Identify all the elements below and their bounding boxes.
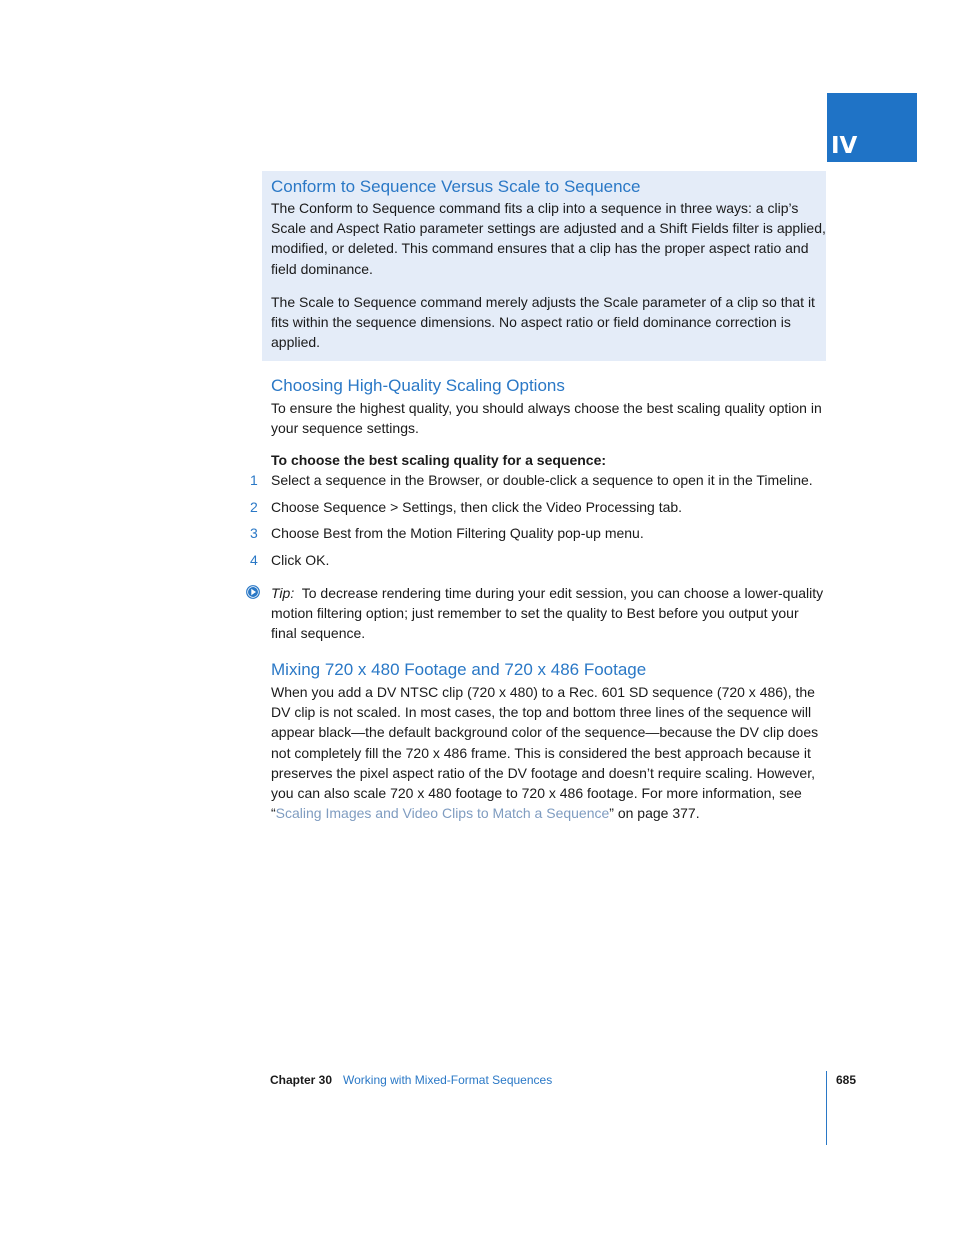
tip-paragraph — [271, 583, 826, 644]
mixing-body-suffix: ” on page 377. — [609, 805, 700, 822]
footer-chapter: Chapter 30 — [270, 1073, 333, 1087]
mixing-body — [271, 682, 826, 823]
quality-intro: To ensure the highest quality, you should always choose the best scaling quality option in your sequence settings. — [271, 400, 822, 437]
footer-divider — [826, 1071, 827, 1145]
page-number: 685 — [836, 1073, 857, 1087]
step-number: 1 — [250, 472, 258, 488]
tip-arrow-icon — [246, 585, 260, 599]
step-number: 3 — [250, 525, 258, 541]
cross-reference-link[interactable]: Scaling Images and Video Clips to Match a Sequence — [275, 805, 610, 822]
step-text: Choose Sequence > Settings, then click the Video Processing tab. — [271, 499, 683, 515]
conform-para-2: The Scale to Sequence command merely adjusts the Scale parameter of a clip so that it fits within the sequence dimensions. No aspect ratio or field dominance correction is applied. — [271, 294, 815, 351]
part-tab — [827, 93, 917, 162]
step-text: Select a sequence in the Browser, or double-click a sequence to open it in the Timeline. — [271, 472, 813, 488]
conform-para-1: The Conform to Sequence command fits a clip into a sequence in three ways: a clip’s Scale and Aspect Ratio parameter settings are adjusted and a Shift Fields filter is applied, modified, or deleted. This command ensures that a clip has the proper aspect ratio and field dominance. — [271, 200, 826, 277]
step-number: 4 — [250, 552, 258, 568]
footer-chapter-title[interactable]: Working with Mixed-Format Sequences — [343, 1073, 553, 1087]
mixing-heading: Mixing 720 x 480 Footage and 720 x 486 Footage — [271, 660, 647, 679]
mixing-body-text: When you add a DV NTSC clip (720 x 480) to a Rec. 601 SD sequence (720 x 486), the DV clip is not scaled. In most cases, the top and bottom three lines of the sequence will appear black—the default background color of the sequence—because the DV clip does not completely fill the 720 x 486 frame. This is considered the best approach because it preserves the pixel aspect ratio of the DV footage and doesn’t require scaling. However, you can also scale 720 x 480 footage to 720 x 486 footage. For more information, see “ — [271, 684, 819, 822]
step-text: Choose Best from the Motion Filtering Quality pop-up menu. — [271, 525, 644, 541]
conform-heading: Conform to Sequence Versus Scale to Sequence — [271, 177, 641, 196]
tip-text: To decrease rendering time during your edit session, you can choose a lower-quality motion filtering option; just remember to set the quality to Best before you output your final sequence. — [271, 585, 824, 642]
step-number: 2 — [250, 499, 258, 515]
task-lead: To choose the best scaling quality for a sequence: — [271, 452, 607, 468]
part-tab-label: IV — [831, 133, 858, 159]
tip-label: Tip: — [271, 585, 295, 601]
step-text: Click OK. — [271, 552, 330, 568]
quality-heading: Choosing High-Quality Scaling Options — [271, 376, 565, 395]
